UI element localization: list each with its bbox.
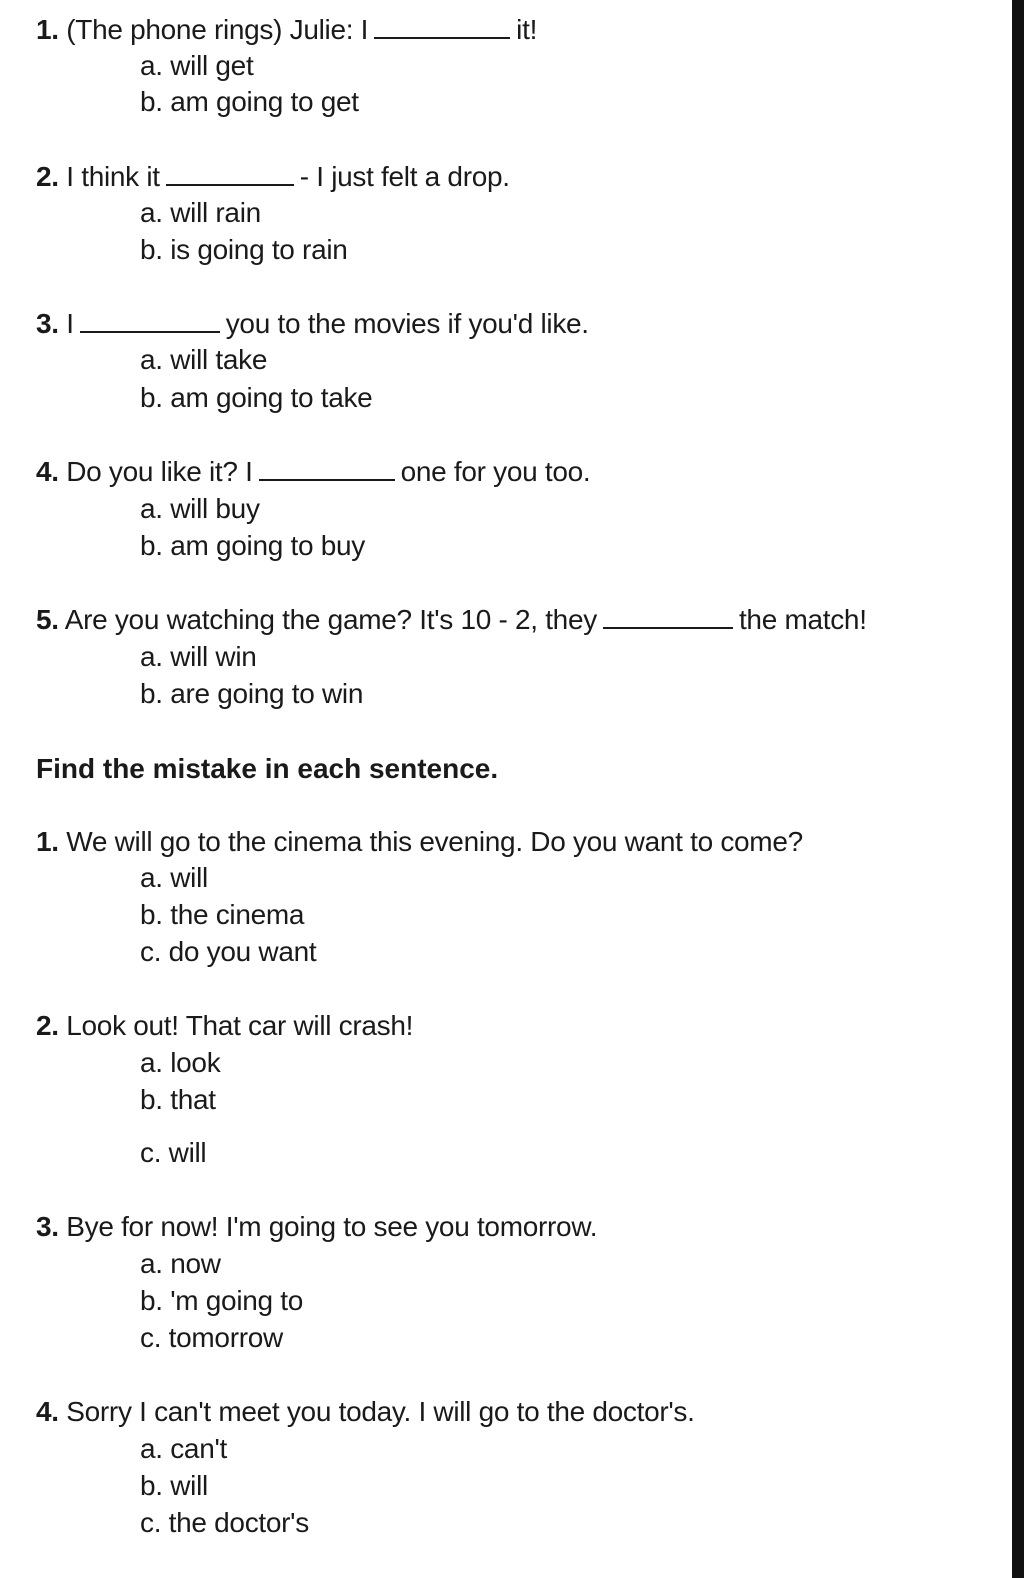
- question-text-before: I: [66, 308, 74, 339]
- option-b: b. am going to get: [140, 86, 359, 117]
- question-number: 2.: [36, 161, 59, 192]
- option-a: a. will win: [140, 641, 257, 672]
- option-c: c. do you want: [140, 936, 317, 967]
- answer-blank: [80, 309, 220, 333]
- option-a: a. will buy: [140, 493, 260, 524]
- question-5: [36, 604, 867, 636]
- option-a: a. will get: [140, 50, 254, 81]
- question-sentence: We will go to the cinema this evening. Do you want to come?: [66, 826, 803, 857]
- option-c: c. will: [140, 1137, 207, 1168]
- option-c: c. tomorrow: [140, 1322, 283, 1353]
- question-sentence: Sorry I can't meet you today. I will go to the doctor's.: [66, 1396, 695, 1427]
- question-number: 3.: [36, 1211, 59, 1242]
- answer-blank: [259, 457, 395, 481]
- mistake-question-2: [36, 1010, 413, 1042]
- question-sentence: Bye for now! I'm going to see you tomorrow.: [66, 1211, 598, 1242]
- question-number: 4.: [36, 456, 59, 487]
- question-4: [36, 456, 590, 488]
- mistake-question-4: [36, 1396, 695, 1428]
- question-text-after: one for you too.: [400, 456, 591, 487]
- option-b: b. 'm going to: [140, 1285, 304, 1316]
- option-b: b. am going to take: [140, 382, 373, 413]
- answer-blank: [166, 162, 294, 186]
- question-1: [36, 14, 537, 46]
- option-b: b. are going to win: [140, 678, 364, 709]
- question-text-before: (The phone rings) Julie: I: [66, 14, 369, 45]
- question-text-after: the match!: [738, 604, 867, 635]
- option-b: b. will: [140, 1470, 208, 1501]
- page-edge-border: [1012, 0, 1024, 1578]
- option-a: a. will rain: [140, 197, 261, 228]
- answer-blank: [374, 15, 510, 39]
- option-a: a. will take: [140, 344, 268, 375]
- mistake-question-1: [36, 826, 803, 858]
- question-text-before: Are you watching the game? It's 10 - 2, they: [64, 604, 597, 635]
- option-b: b. that: [140, 1084, 216, 1115]
- option-c: c. the doctor's: [140, 1507, 309, 1538]
- section-heading: Find the mistake in each sentence.: [36, 753, 499, 784]
- question-number: 2.: [36, 1010, 59, 1041]
- option-a: a. now: [140, 1248, 221, 1279]
- question-text-before: I think it: [66, 161, 160, 192]
- question-text-before: Do you like it? I: [66, 456, 253, 487]
- answer-blank: [603, 605, 733, 629]
- question-number: 3.: [36, 308, 59, 339]
- option-b: b. the cinema: [140, 899, 305, 930]
- option-a: a. can't: [140, 1433, 228, 1464]
- question-3: [36, 308, 589, 340]
- option-a: a. look: [140, 1047, 221, 1078]
- question-sentence: Look out! That car will crash!: [66, 1010, 414, 1041]
- option-a: a. will: [140, 862, 208, 893]
- question-text-after: it!: [516, 14, 538, 45]
- question-2: [36, 161, 510, 193]
- option-b: b. am going to buy: [140, 530, 365, 561]
- question-text-after: - I just felt a drop.: [299, 161, 510, 192]
- question-text-after: you to the movies if you'd like.: [225, 308, 589, 339]
- question-number: 5.: [36, 604, 59, 635]
- question-number: 4.: [36, 1396, 59, 1427]
- question-number: 1.: [36, 826, 59, 857]
- option-b: b. is going to rain: [140, 234, 348, 265]
- mistake-question-3: [36, 1211, 597, 1243]
- question-number: 1.: [36, 14, 59, 45]
